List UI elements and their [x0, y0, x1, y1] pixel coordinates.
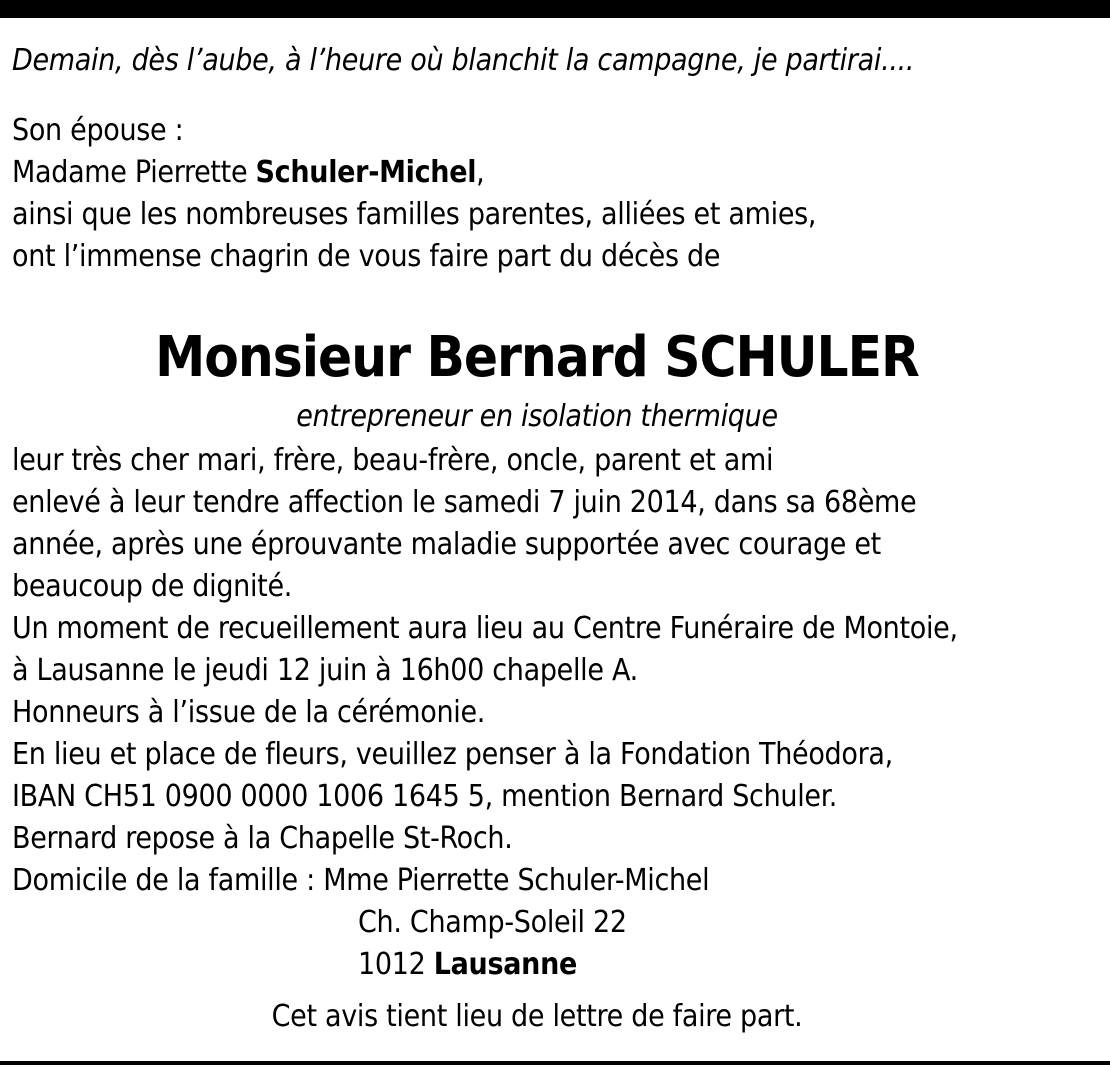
top-border-rule — [0, 0, 1110, 18]
body-line: leur très cher mari, frère, beau-frère, oncle, parent et ami — [12, 443, 774, 478]
body-line: Bernard repose à la Chapelle St-Roch. — [12, 821, 513, 856]
domicile-street: Ch. Champ-Soleil 22 — [358, 905, 627, 940]
closing-note: Cet avis tient lieu de lettre de faire part. — [271, 999, 803, 1034]
deceased-profession: entrepreneur en isolation thermique — [296, 399, 778, 434]
body-line: à Lausanne le jeudi 12 juin à 16h00 chapelle A. — [12, 653, 638, 688]
spouse-suffix: , — [476, 155, 485, 190]
notice-content — [12, 40, 1102, 1038]
bottom-border-rule — [0, 1061, 1110, 1065]
body-line: IBAN CH51 0900 0000 1006 1645 5, mention Bernard Schuler. — [12, 779, 838, 814]
family-announcement — [12, 110, 1102, 278]
families-line: ainsi que les nombreuses familles parentes, alliées et amies, — [12, 197, 817, 232]
domicile-label: Domicile de la famille : — [12, 863, 324, 898]
body-line: Honneurs à l’issue de la cérémonie. — [12, 695, 486, 730]
epigraph: Demain, dès l’aube, à l’heure où blanchit la campagne, je partirai.... — [12, 43, 915, 78]
spouse-surname: Schuler-Michel — [255, 155, 477, 190]
notice-body — [12, 440, 1102, 860]
domicile-postal-code: 1012 — [358, 947, 434, 982]
body-line: beaucoup de dignité. — [12, 569, 293, 604]
family-intro: Son épouse : — [12, 113, 184, 148]
family-domicile — [12, 860, 1102, 986]
body-line: enlevé à leur tendre affection le samedi 7 juin 2014, dans sa 68ème — [12, 485, 917, 520]
domicile-city: Lausanne — [433, 947, 577, 982]
body-line: Un moment de recueillement aura lieu au Centre Funéraire de Montoie, — [12, 611, 958, 646]
spouse-prefix: Madame Pierrette — [12, 155, 256, 190]
deceased-name: Monsieur Bernard SCHULER — [155, 325, 919, 390]
domicile-line — [12, 860, 1102, 902]
spouse-line — [12, 152, 1102, 194]
domicile-city-line — [12, 944, 1102, 986]
body-line: En lieu et place de fleurs, veuillez penser à la Fondation Théodora, — [12, 737, 893, 772]
announcement-line: ont l’immense chagrin de vous faire part du décès de — [12, 239, 721, 274]
body-line: année, après une éprouvante maladie supportée avec courage et — [12, 527, 881, 562]
domicile-name: Mme Pierrette Schuler-Michel — [323, 863, 710, 898]
